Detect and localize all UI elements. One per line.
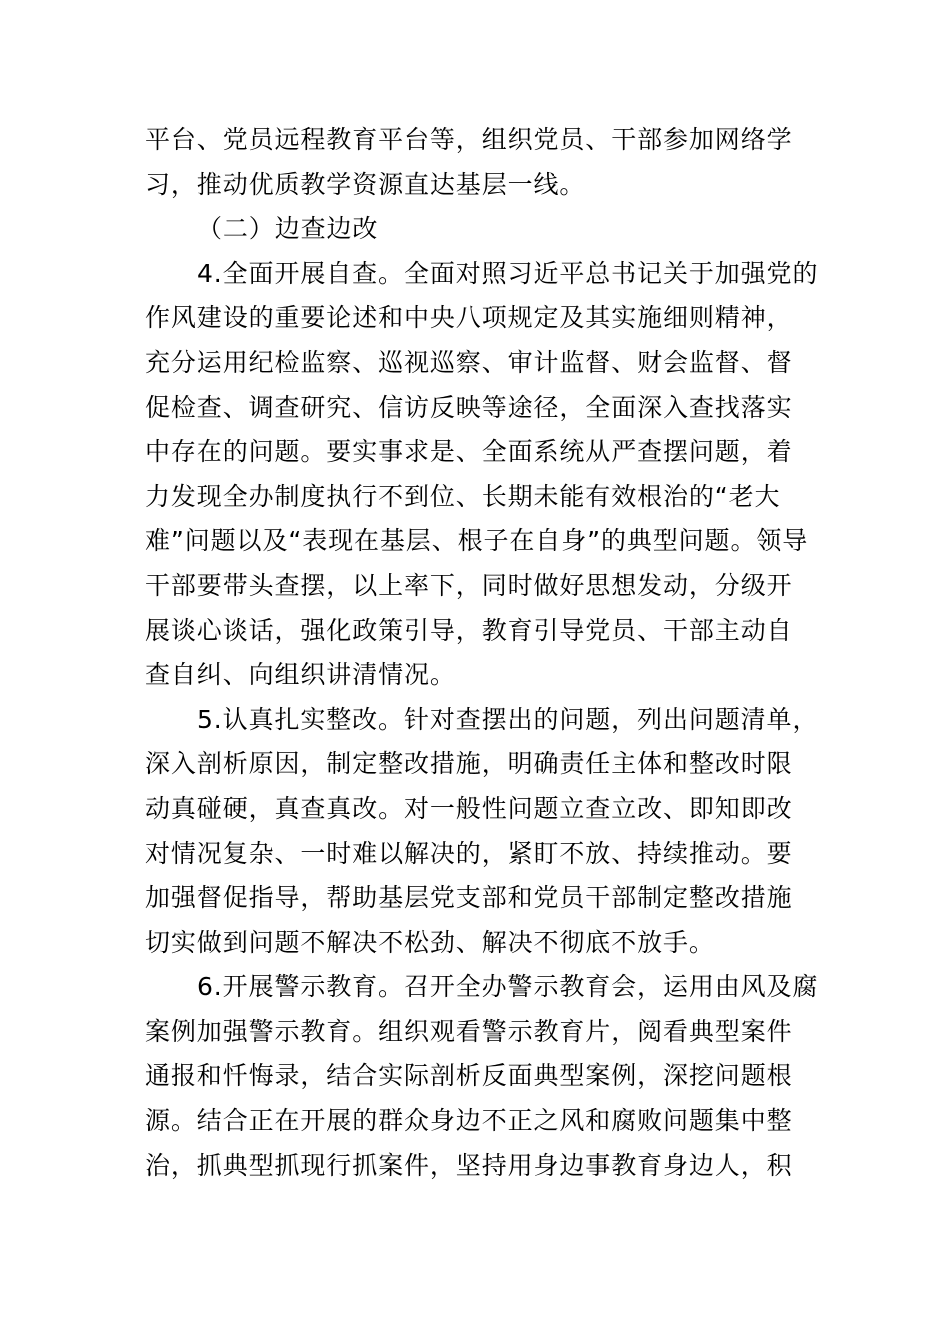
text-line: 难”问题以及“表现在基层、根子在自身”的典型问题。领导 <box>145 526 809 556</box>
document-page <box>145 118 819 1188</box>
text-line: 充分运用纪检监察、巡视巡察、审计监督、财会监督、督 <box>145 347 793 377</box>
text-line: 展谈心谈话，强化政策引导，教育引导党员、干部主动自 <box>145 615 793 645</box>
section-heading: （二）边查边改 <box>197 214 379 244</box>
text-line: 作风建设的重要论述和中央八项规定及其实施细则精神， <box>145 303 793 333</box>
text-line: 切实做到问题不解决不松劲、解决不彻底不放手。 <box>145 927 715 957</box>
text-line: 源。结合正在开展的群众身边不正之风和腐败问题集中整 <box>145 1106 793 1136</box>
text-line: 习，推动优质教学资源直达基层一线。 <box>145 169 586 199</box>
text-line: 案例加强警示教育。组织观看警示教育片，阅看典型案件 <box>145 1016 793 1046</box>
text-line: 通报和忏悔录，结合实际剖析反面典型案例，深挖问题根 <box>145 1061 793 1091</box>
paragraph-start: 6.开展警示教育。召开全办警示教育会，运用由风及腐 <box>197 972 819 1002</box>
text-line: 治，抓典型抓现行抓案件，坚持用身边事教育身边人，积 <box>145 1150 793 1180</box>
text-line: 对情况复杂、一时难以解决的，紧盯不放、持续推动。要 <box>145 838 793 868</box>
text-line: 促检查、调查研究、信访反映等途径，全面深入查找落实 <box>145 392 793 422</box>
text-line: 力发现全办制度执行不到位、长期未能有效根治的“老大 <box>145 481 781 511</box>
text-line: 加强督促指导，帮助基层党支部和党员干部制定整改措施 <box>145 883 793 913</box>
text-line: 动真碰硬，真查真改。对一般性问题立查立改、即知即改 <box>145 793 793 823</box>
text-line: 深入剖析原因，制定整改措施，明确责任主体和整改时限 <box>145 749 793 779</box>
text-line: 中存在的问题。要实事求是、全面系统从严查摆问题，着 <box>145 437 793 467</box>
text-line: 查自纠、向组织讲清情况。 <box>145 660 456 690</box>
text-line: 干部要带头查摆，以上率下，同时做好思想发动，分级开 <box>145 570 793 600</box>
paragraph-start: 5.认真扎实整改。针对查摆出的问题，列出问题清单， <box>197 704 819 734</box>
paragraph-start: 4.全面开展自查。全面对照习近平总书记关于加强党的 <box>197 258 819 288</box>
text-line: 平台、党员远程教育平台等，组织党员、干部参加网络学 <box>145 125 793 154</box>
